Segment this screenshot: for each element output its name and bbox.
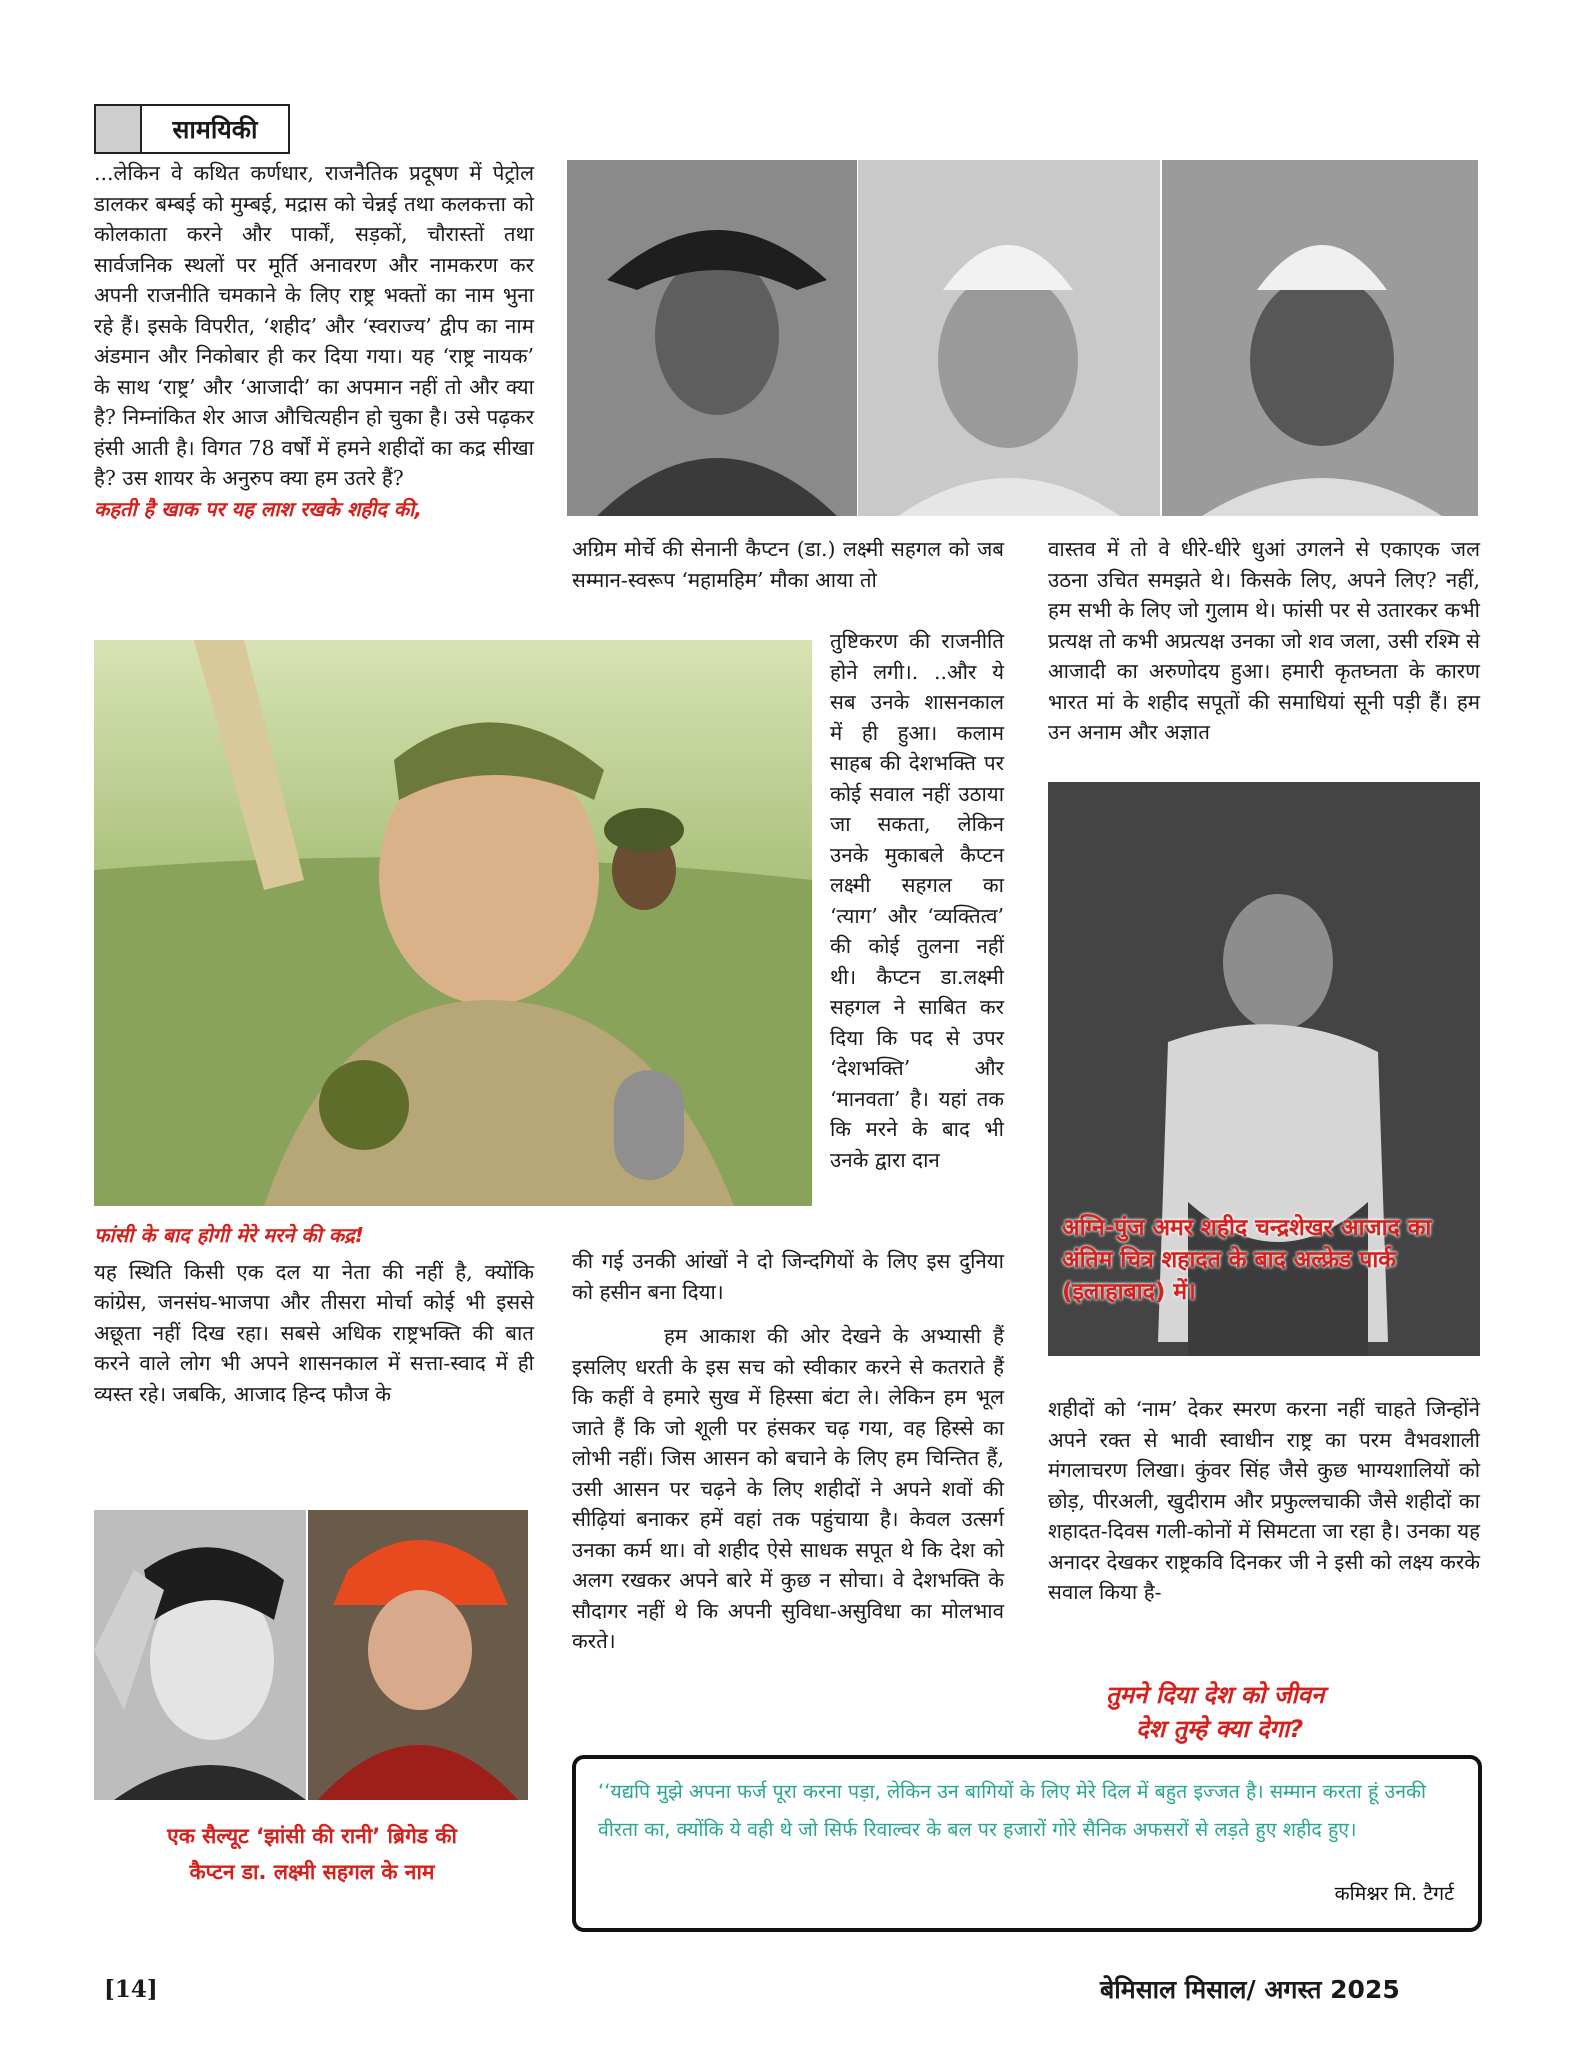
portrait-1-graphic (567, 160, 857, 516)
salute-elder-graphic (308, 1510, 528, 1800)
salute-photo-elder (308, 1510, 528, 1800)
azad-photo-caption: अग्नि-पुंज अमर शहीद चन्द्रशेखर आजाद का अंतिम चित्र शहादत के बाद अल्फ्रेड पार्क (इलाहाबाद) में। (1062, 1215, 1432, 1305)
col2-main-text (572, 1246, 1004, 1657)
col2-narrow-text (830, 626, 1004, 1175)
quote-attribution: कमिश्नर मि. टैगर्ट (1334, 1882, 1454, 1905)
col1-mid-text (94, 1220, 534, 1409)
section-label: सामयिकी (172, 115, 258, 144)
poem-line-1: तुमने दिया देश को जीवन (1106, 1681, 1325, 1709)
salute-caption (94, 1818, 530, 1890)
portrait-3-graphic (1162, 160, 1478, 516)
col2-lead-paragraph: अग्रिम मोर्चे की सेनानी कैप्टन (डा.) लक्ष्मी सहगल को जब सम्मान-स्वरूप ‘महामहिम’ मौका आया तो (572, 537, 1004, 592)
col1-top-text (94, 158, 534, 524)
magazine-footer-title: बेमिसाल मिसाल/ अगस्त 2025 (1100, 1975, 1400, 2004)
col2-narrow-paragraph: तुष्टिकरण की राजनीति होने लगी।. ..और ये सब उनके शासनकाल में ही हुआ। कलाम साहब की देशभक्ति पर कोई सवाल नहीं उठाया जा सकता, लेकिन उनके मुकाबले कैप्टन लक्ष्मी सहगल का ‘त्याग’ और ‘व्यक्तित्व’ की कोई तुलना नहीं थी। कैप्टन डा.लक्ष्मी सहगल ने साबित कर दिया कि पद से उपर ‘देशभक्ति’ और ‘मानवता’ है। यहां तक कि मरने के बाद भी उनके द्वारा दान (830, 629, 1004, 1172)
portrait-photo-2 (858, 160, 1160, 516)
col3-paragraph-1: वास्तव में तो वे धीरे-धीरे धुआं उगलने से एकाएक जल उठना उचित समझते थे। किसके लिए, अपने लिए? नहीं, हम सभी के लिए जो गुलाम थे। फांसी पर से उतारकर कभी प्रत्यक्ष तो कभी अप्रत्यक्ष उनका जो शव जला, उसी रश्मि से आजादी का अरुणोदय हुआ। हमारी कृतघ्नता के कारण भारत मां के शहीद सपूतों की समाधियां सूनी पड़ी हैं। हम उन अनाम और अज्ञात (1048, 537, 1480, 744)
tegart-quote-box (572, 1755, 1482, 1932)
quote-text: ‘‘यद्यपि मुझे अपना फर्ज पूरा करना पड़ा, लेकिन उन बागियों के लिए मेरे दिल में बहुत इज्जत है। सम्मान करता हूं उनकी वीरता का, क्योंकि ये वही थे जो सिर्फ रिवाल्वर के बल पर हजारों गोरे सैनिक अफसरों से लड़ते हुए शहीद हुए। (598, 1780, 1427, 1841)
dinkar-poem (1100, 1678, 1460, 1746)
section-tab (94, 104, 290, 154)
portrait-photo-1 (567, 160, 857, 516)
leader-speech-graphic (94, 640, 812, 1206)
col3-first-text (1048, 534, 1480, 748)
salute-photo-young (94, 1510, 306, 1800)
col2-lead-text (572, 534, 1004, 595)
leader-speech-photo (94, 640, 812, 1206)
salute-caption-line-2: कैप्टन डा. लक्ष्मी सहगल के नाम (189, 1860, 435, 1884)
salute-young-graphic (94, 1510, 306, 1800)
col3-second-text (1048, 1394, 1480, 1608)
page-number: [14] (104, 1976, 158, 2003)
col2-tail-paragraph: की गई उनकी आंखों ने दो जिन्दगियों के लिए इस दुनिया को हसीन बना दिया। (572, 1249, 1004, 1304)
salute-caption-line-1: एक सैल्यूट ‘झांसी की रानी’ ब्रिगेड की (167, 1824, 457, 1848)
portrait-2-graphic (858, 160, 1160, 516)
couplet-line-2: फांसी के बाद होगी मेरे मरने की कद्र! (94, 1223, 364, 1247)
section-tab-shade (96, 106, 142, 152)
col3-paragraph-2: शहीदों को ‘नाम’ देकर स्मरण करना नहीं चाहते जिन्होंने अपने रक्त से भावी स्वाधीन राष्ट्र का परम वैभवशाली मंगलाचरण लिखा। कुंवर सिंह जैसे कुछ भाग्यशालियों को छोड़, पीरअली, खुदीराम और प्रफुल्लचाकी जैसे शहीदों का शहादत-दिवस गली-कोनों में सिमटता जा रहा है। उनका यह अनादर देखकर राष्ट्रकवि दिनकर जी ने इसी को लक्ष्य करके सवाल किया है- (1048, 1397, 1480, 1604)
col2-paragraph-2: हम आकाश की ओर देखने के अभ्यासी हैं इसलिए धरती के इस सच को स्वीकार करने से कतराते हैं कि कहीं वे हमारे सुख में हिस्सा बंटा ले। लेकिन हम भूल जाते हैं कि जो शूली पर हंसकर चढ़ गया, वह हिस्से का लोभी नहीं। जिस आसन को बचाने के लिए हम चिन्तित हैं, उसी आसन पर चढ़ने के लिए शहीदों ने अपने शवों की सीढ़ियां बनाकर हमें वहां तक पहुंचाया है। केवल उत्सर्ग उनका कर्म था। वो शहीद ऐसे साधक सपूत थे कि देश को अलग रखकर अपने बारे में कुछ न सोचा। वे देशभक्ति के सौदागर नहीं थे कि अपनी सुविधा-असुविधा का मोलभाव करते। (572, 1324, 1004, 1653)
portrait-photo-3 (1162, 160, 1478, 516)
col1-top-paragraph: ...लेकिन वे कथित कर्णधार, राजनैतिक प्रदूषण में पेट्रोल डालकर बम्बई को मुम्बई, मद्रास को चेन्नई तथा कलकत्ता को कोलकाता करने और पार्कों, सड़कों, चौरास्तों तथा सार्वजनिक स्थलों पर मूर्ति अनावरण और नामकरण कर अपनी राजनीति चमकाने के लिए राष्ट्र भक्तों का नाम भुना रहे हैं। इसके विपरीत, ‘शहीद’ और ‘स्वराज्य’ द्वीप का नाम अंडमान और निकोबार ही कर दिया गया। यह ‘राष्ट्र नायक’ के साथ ‘राष्ट्र’ और ‘आजादी’ का अपमान नहीं तो और क्या है? निम्नांकित शेर आज औचित्यहीन हो चुका है। उसे पढ़कर हंसी आती है। विगत 78 वर्षों में हमने शहीदों का कद्र सीखा है? उस शायर के अनुरुप क्या हम उतरे हैं? (94, 161, 534, 490)
col1-mid-paragraph: यह स्थिति किसी एक दल या नेता की नहीं है, क्योंकि कांग्रेस, जनसंघ-भाजपा और तीसरा मोर्चा कोई भी इससे अछूता नहीं दिख रहा। सबसे अधिक राष्ट्रभक्ति की बात करने वाले लोग भी अपने शासनकाल में सत्ता-स्वाद में ही व्यस्त रहे। जबकि, आजाद हिन्द फौज के (94, 1259, 534, 1406)
couplet-line-1: कहती है खाक पर यह लाश रखके शहीद की, (94, 496, 422, 521)
poem-line-2: देश तुम्हे क्या देगा? (1136, 1715, 1304, 1743)
